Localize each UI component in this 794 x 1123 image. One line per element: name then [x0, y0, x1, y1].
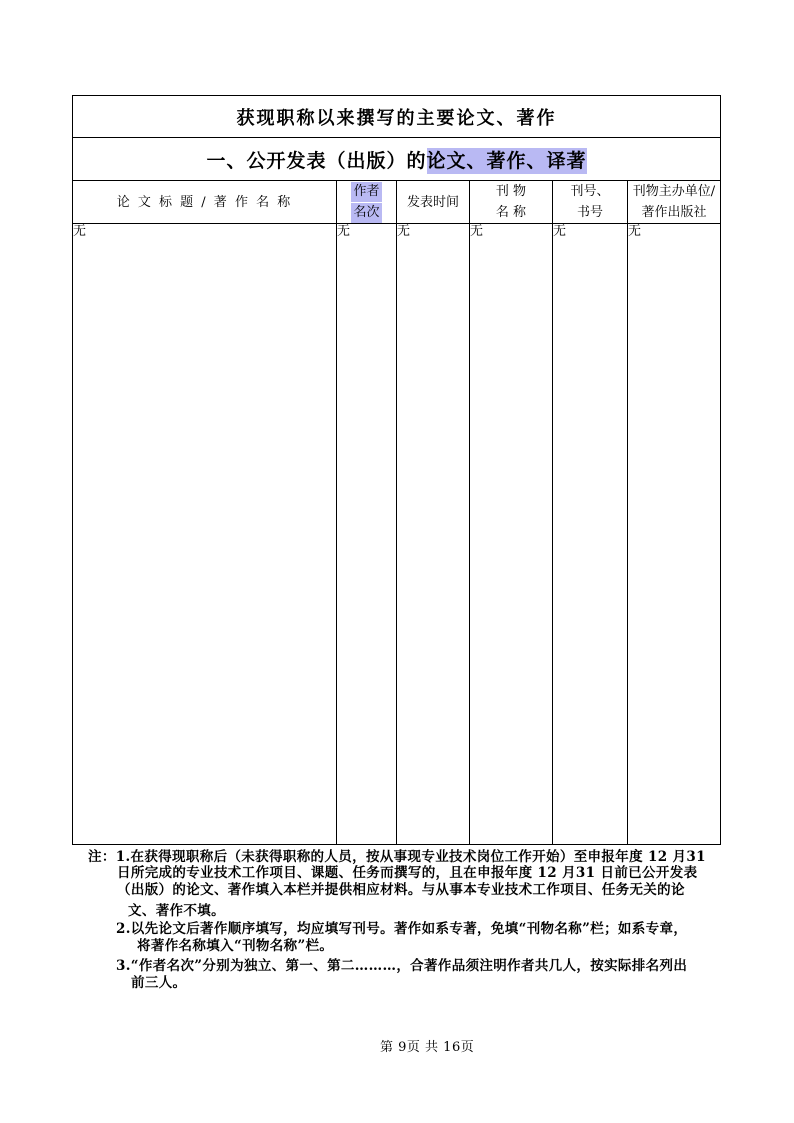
notes-label: 注： — [88, 849, 116, 865]
note-3-number: 3. — [116, 958, 131, 974]
table-row — [73, 224, 721, 845]
page-number-footer: 第 9页 共 16页 — [380, 1040, 475, 1055]
cell-author-rank: 无 — [337, 224, 397, 845]
cell-issue-number: 无 — [553, 224, 628, 845]
cell-title: 无 — [73, 224, 337, 845]
header-author-rank-text-1: 作者 — [351, 182, 381, 202]
note-1-line-4: 文、著作不填。 — [128, 903, 225, 919]
section-heading-highlight: 论文、著作、译著 — [426, 149, 587, 172]
note-3-line-1 — [116, 958, 687, 974]
cell-publish-time: 无 — [397, 224, 470, 845]
header-author-rank-text-2: 名次 — [351, 203, 381, 223]
header-journal-name-line-1: 刊 物 — [495, 184, 527, 199]
column-header-row — [73, 181, 721, 224]
note-1-text-1: 在获得现职称后（未获得职称的人员，按从事现专业技术岗位工作开始）至申报年度 12 月31 — [130, 849, 706, 865]
section-heading — [73, 138, 721, 181]
section-heading-row — [73, 138, 721, 181]
note-2-line-2: 将著作名称填入“刊物名称”栏。 — [137, 938, 334, 954]
header-author-rank-line-2 — [337, 202, 396, 223]
header-publisher-line-2: 著作出版社 — [641, 205, 707, 220]
note-1-line-3: （出版）的论文、著作填入本栏并提供相应材料。与从事本专业技术工作项目、任务无关的论 — [117, 882, 685, 898]
header-author-rank-line-1 — [337, 181, 396, 202]
header-title: 论 文 标 题 / 著 作 名 称 — [73, 181, 337, 224]
header-issue-number — [553, 181, 628, 224]
header-publisher — [628, 181, 721, 224]
papers-form-table — [72, 95, 721, 845]
note-2-text-1: 以先论文后著作顺序填写，均应填写刊号。著作如系专著，免填“刊物名称”栏；如系专章， — [130, 921, 688, 937]
header-publish-time: 发表时间 — [397, 181, 470, 224]
header-author-rank — [337, 181, 397, 224]
header-issue-number-line-2: 书号 — [576, 205, 603, 220]
note-1-line-1 — [88, 849, 706, 865]
section-heading-prefix: 一、公开发表（出版）的 — [206, 149, 427, 172]
note-1-line-2: 日所完成的专业技术工作项目、课题、任务而撰写的，且在申报年度 12 月31 日前已公开发表 — [117, 865, 698, 881]
note-2-number: 2. — [116, 921, 131, 937]
note-1-number: 1. — [115, 849, 131, 865]
note-2-line-1 — [116, 921, 687, 937]
header-issue-number-line-1: 刊号、 — [570, 184, 610, 199]
header-publisher-line-1: 刊物主办单位/ — [632, 184, 716, 199]
header-journal-name — [470, 181, 553, 224]
note-3-text-1: “作者名次”分别为独立、第一、第二………，合著作品须注明作者共几人，按实际排名列出 — [130, 958, 688, 974]
form-title: 获现职称以来撰写的主要论文、著作 — [73, 96, 721, 138]
form-title-row — [73, 96, 721, 138]
cell-publisher: 无 — [628, 224, 721, 845]
header-journal-name-line-2: 名 称 — [495, 205, 527, 220]
cell-journal-name: 无 — [470, 224, 553, 845]
note-3-line-2: 前三人。 — [131, 975, 187, 991]
